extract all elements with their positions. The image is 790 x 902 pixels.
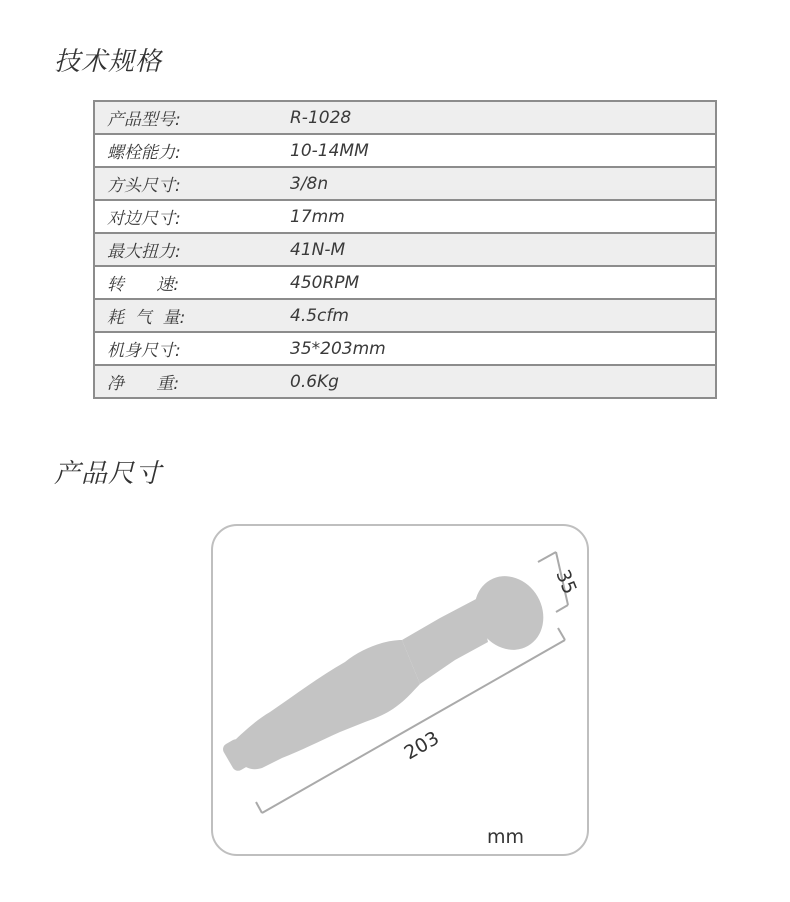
spec-value: 41N-M: [290, 233, 716, 266]
spec-label: 耗 气 量:: [94, 299, 290, 332]
spec-label: 机身尺寸:: [94, 332, 290, 365]
spec-label: 产品型号:: [94, 101, 290, 134]
unit-label: mm: [487, 826, 525, 848]
spec-label: 转 速:: [94, 266, 290, 299]
spec-value: 0.6Kg: [290, 365, 716, 398]
spec-label: 对边尺寸:: [94, 200, 290, 233]
spec-value: 10-14MM: [290, 134, 716, 167]
width-dimension-label: 35: [551, 566, 581, 598]
spec-value: 3/8n: [290, 167, 716, 200]
spec-value: 17mm: [290, 200, 716, 233]
spec-label: 净 重:: [94, 365, 290, 398]
size-section-title: 产品尺寸: [54, 459, 163, 489]
spec-value: 450RPM: [290, 266, 716, 299]
spec-section-title: 技术规格: [54, 47, 163, 77]
spec-label: 最大扭力:: [94, 233, 290, 266]
length-dimension-label: 203: [400, 727, 443, 765]
spec-value: 4.5cfm: [290, 299, 716, 332]
spec-value: 35*203mm: [290, 332, 716, 365]
spec-label: 螺栓能力:: [94, 134, 290, 167]
spec-label: 方头尺寸:: [94, 167, 290, 200]
spec-value: R-1028: [290, 101, 716, 134]
